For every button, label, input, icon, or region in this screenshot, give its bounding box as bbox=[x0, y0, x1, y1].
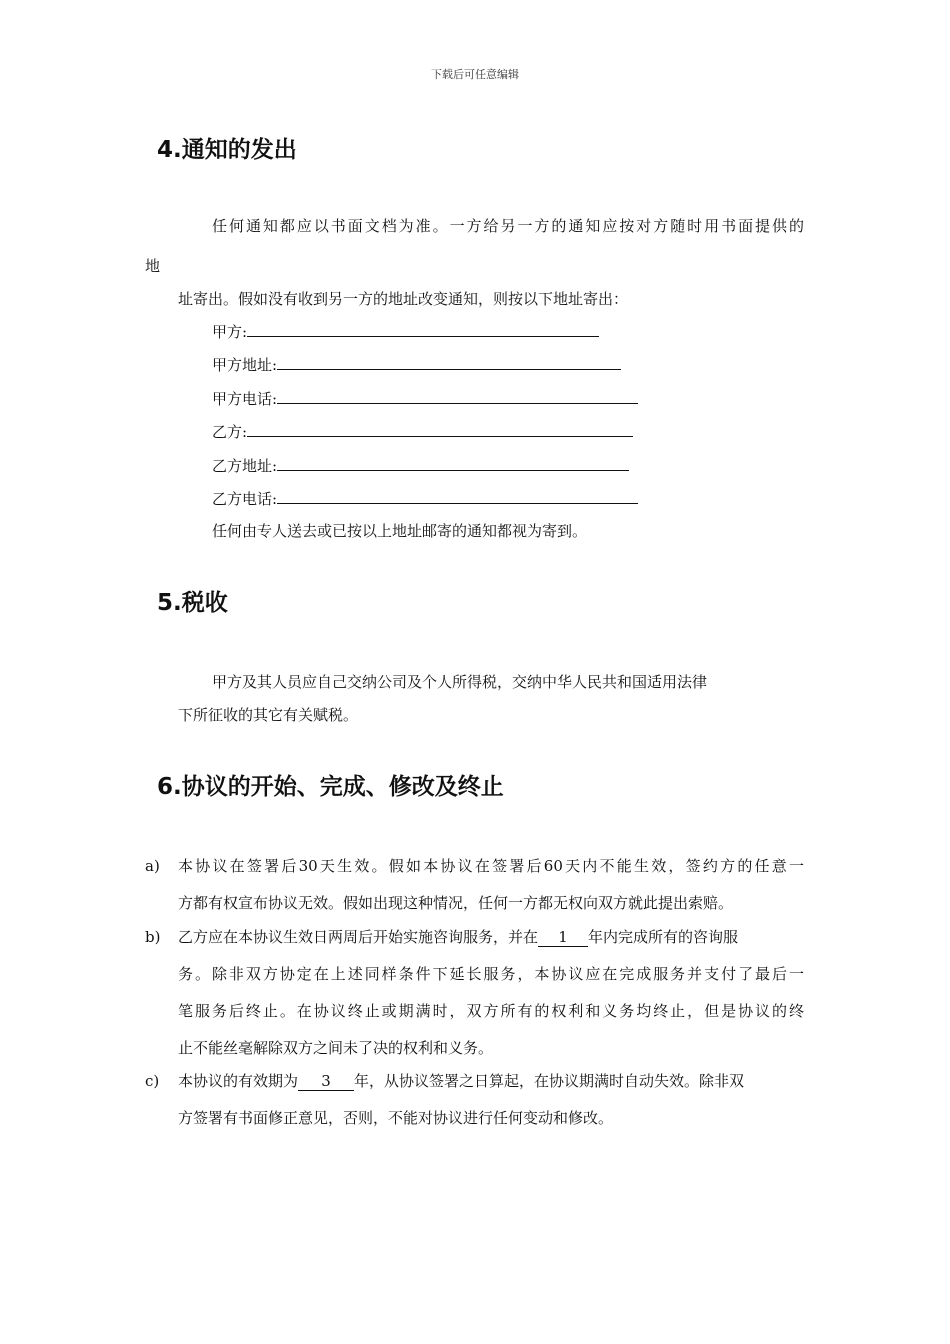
item-c-marker: c) bbox=[145, 1072, 160, 1090]
item-b-line-4: 止不能丝毫解除双方之间未了决的权利和义务。 bbox=[178, 1039, 494, 1057]
item-b-line-3: 笔服务后终止。在协议终止或期满时，双方所有的权利和义务均终止，但是协议的终 bbox=[178, 1002, 804, 1020]
blank-line bbox=[277, 388, 638, 404]
party-a-name-field bbox=[212, 321, 599, 342]
party-b-phone-field bbox=[212, 488, 638, 509]
blank-line bbox=[247, 421, 633, 437]
section-6-title: 6.协议的开始、完成、修改及终止 bbox=[157, 774, 504, 800]
section-5-line-1: 甲方及其人员应自己交纳公司及个人所得税，交纳中华人民共和国适用法律 bbox=[212, 673, 708, 691]
item-a-line-1: 本协议在签署后30天生效。假如本协议在签署后60天内不能生效，签约方的任意一 bbox=[178, 857, 804, 875]
blank-line bbox=[277, 488, 638, 504]
field-label: 乙方电话: bbox=[212, 490, 278, 508]
blank-line bbox=[277, 455, 629, 471]
party-b-address-field bbox=[212, 455, 629, 476]
section-4-paragraph-line-1: 任何通知都应以书面文档为准。一方给另一方的通知应按对方随时用书面提供的 bbox=[212, 217, 804, 235]
section-4-paragraph-line-2: 地 bbox=[145, 257, 161, 275]
service-years-blank: 1 bbox=[538, 929, 588, 947]
party-a-address-field bbox=[212, 354, 621, 375]
validity-years-blank: 3 bbox=[298, 1073, 354, 1091]
item-b-line-1-text: 乙方应在本协议生效日两周后开始实施咨询服务，并在 bbox=[178, 928, 539, 946]
field-label: 乙方: bbox=[212, 423, 248, 441]
section-5-title: 5.税收 bbox=[157, 590, 228, 616]
item-c-line-1 bbox=[178, 1071, 744, 1091]
section-4-paragraph-line-3: 址寄出。假如没有收到另一方的地址改变通知，则按以下地址寄出： bbox=[178, 290, 629, 308]
field-label: 甲方地址: bbox=[212, 356, 278, 374]
party-b-name-field bbox=[212, 421, 633, 442]
section-5-line-2: 下所征收的其它有关赋税。 bbox=[178, 706, 359, 724]
item-c-line-1-text: 本协议的有效期为 bbox=[178, 1072, 299, 1090]
blank-line bbox=[247, 321, 599, 337]
item-b-marker: b) bbox=[145, 928, 161, 946]
item-c-line-2: 方签署有书面修正意见，否则，不能对协议进行任何变动和修改。 bbox=[178, 1109, 614, 1127]
item-b-line-1-text-end: 年内完成所有的咨询服 bbox=[588, 928, 739, 946]
item-a-marker: a) bbox=[145, 857, 160, 875]
field-label: 乙方地址: bbox=[212, 457, 278, 475]
item-c-line-1-text-end: 年，从协议签署之日算起，在协议期满时自动失效。除非双 bbox=[354, 1072, 745, 1090]
field-label: 甲方: bbox=[212, 323, 248, 341]
item-b-line-2: 务。除非双方协定在上述同样条件下延长服务，本协议应在完成服务并支付了最后一 bbox=[178, 965, 804, 983]
page-header: 下载后可任意编辑 bbox=[431, 68, 519, 81]
section-4-title: 4.通知的发出 bbox=[157, 137, 297, 163]
item-b-line-1 bbox=[178, 927, 738, 947]
section-4-closing: 任何由专人送去或已按以上地址邮寄的通知都视为寄到。 bbox=[212, 522, 588, 540]
field-label: 甲方电话: bbox=[212, 390, 278, 408]
blank-line bbox=[277, 354, 621, 370]
item-a-line-2: 方都有权宣布协议无效。假如出现这种情况，任何一方都无权向双方就此提出索赔。 bbox=[178, 894, 734, 912]
party-a-phone-field bbox=[212, 388, 638, 409]
